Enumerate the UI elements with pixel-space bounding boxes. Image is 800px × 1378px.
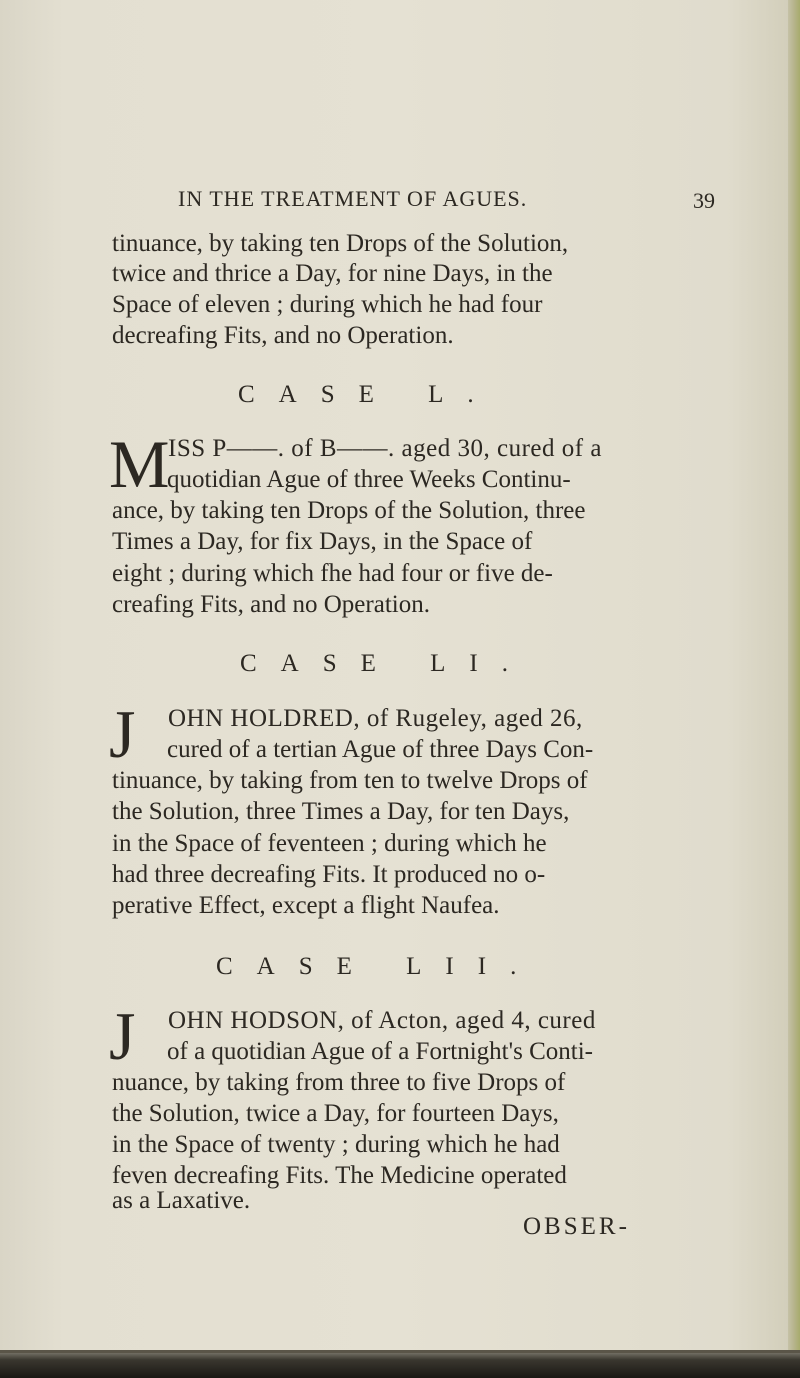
drop-cap: M <box>109 426 170 502</box>
paragraph-line: the Solution, twice a Day, for fourteen Days, <box>112 1100 559 1127</box>
paragraph-line: the Solution, three Times a Day, for ten Days, <box>112 798 570 825</box>
paragraph-line: perative Effect, except a flight Naufea. <box>112 892 500 919</box>
paragraph-line: ance, by taking ten Drops of the Solution, three <box>112 497 586 524</box>
paragraph-line: in the Space of feventeen ; during which he <box>112 830 547 857</box>
paragraph-line: Space of eleven ; during which he had four <box>112 291 543 318</box>
paragraph-line: tinuance, by taking from ten to twelve Drops of <box>112 767 588 794</box>
paragraph-line: decreafing Fits, and no Operation. <box>112 322 454 349</box>
drop-cap: J <box>109 696 136 772</box>
paragraph-first-line: OHN HODSON, of Acton, aged 4, cured <box>168 1007 596 1034</box>
page-shadow <box>0 1350 800 1378</box>
paragraph-first-line: ISS P——. of B——. aged 30, cured of a <box>168 435 602 462</box>
page-edge <box>788 0 800 1378</box>
paragraph-line: Times a Day, for fix Days, in the Space of <box>112 528 533 555</box>
page-number: 39 <box>693 188 715 213</box>
paragraph-line: quotidian Ague of three Weeks Continu- <box>167 466 571 493</box>
running-head: IN THE TREATMENT OF AGUES. <box>178 186 528 211</box>
paragraph-line: twice and thrice a Day, for nine Days, in the <box>112 260 553 287</box>
paragraph-first-line: OHN HOLDRED, of Rugeley, aged 26, <box>168 705 583 732</box>
case-heading: CASE LII. <box>216 953 541 980</box>
paragraph-line: eight ; during which fhe had four or five de- <box>112 560 553 587</box>
paragraph-line: feven decreafing Fits. The Medicine operated <box>112 1162 567 1189</box>
paragraph-line: as a Laxative. <box>112 1187 251 1214</box>
drop-cap: J <box>109 998 136 1074</box>
paragraph-line: in the Space of twenty ; during which he had <box>112 1131 560 1158</box>
catchword: OBSER- <box>523 1213 630 1240</box>
case-heading: CASE LI. <box>240 650 532 677</box>
case-heading: CASE L. <box>238 381 498 408</box>
paragraph-line: tinuance, by taking ten Drops of the Solution, <box>112 230 569 257</box>
paragraph-line: nuance, by taking from three to five Drops of <box>112 1069 566 1096</box>
paragraph-line: cured of a tertian Ague of three Days Con- <box>167 736 594 763</box>
paragraph-line: of a quotidian Ague of a Fortnight's Conti- <box>167 1038 593 1065</box>
paragraph-line: creafing Fits, and no Operation. <box>112 591 430 618</box>
paragraph-line: had three decreafing Fits. It produced no o- <box>112 861 546 888</box>
